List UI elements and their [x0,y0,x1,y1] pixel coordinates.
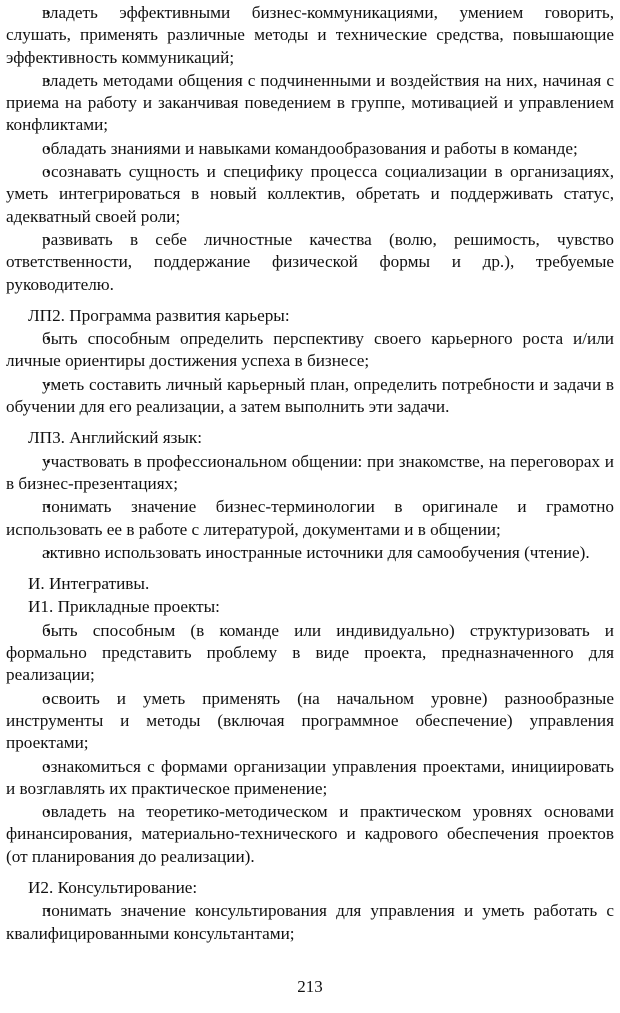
section-heading-integratives: И. Интегративы. [28,574,150,594]
bullet-item: • овладеть на теоретико-методическом и практическом уровнях основами финансирования, материально-технического и кадрового обеспечения проектов (от планирования до реализации). [6,801,614,868]
bullet-item: • освоить и уметь применять (на начальном уровне) разнообразные инструменты и методы (включая программное обеспечение) управления проектами; [6,688,614,755]
section-heading-lp3: ЛП3. Английский язык: [28,428,203,448]
bullet-item: • владеть методами общения с подчиненными и воздействия на них, начиная с приема на работу и заканчивая поведением в группе, мотивацией и управлением конфликтами; [6,70,614,137]
bullet-item: • ознакомиться с формами организации управления проектами, инициировать и возглавлять их практическое применение; [6,756,614,801]
section-heading-i2: И2. Консультирование: [28,877,198,897]
bullet-item: • быть способным (в команде или индивидуально) структуризовать и формально представить проблему в виде проекта, предназначенного для реализации; [6,620,614,687]
page-body-text [6,2,614,946]
bullet-item: • участвовать в профессиональном общении: при знакомстве, на переговорах и в бизнес-презентациях; [6,451,614,496]
bullet-item: • обладать знаниями и навыками командообразования и работы в команде; [6,138,614,160]
bullet-item: • активно использовать иностранные источники для самообучения (чтение). [6,542,614,564]
page-number: 213 [297,977,323,996]
bullet-item: • уметь составить личный карьерный план, определить потребности и задачи в обучении для его реализации, а затем выполнить эти задачи. [6,374,614,419]
bullet-item: • развивать в себе личностные качества (волю, решимость, чувство ответственности, поддержание физической формы и др.), требуемые руководителю. [6,229,614,296]
bullet-item: • понимать значение бизнес-терминологии в оригинале и грамотно использовать ее в работе с литературой, документами и в общении; [6,496,614,541]
bullet-item: • быть способным определить перспективу своего карьерного роста и/или личные ориентиры достижения успеха в бизнесе; [6,328,614,373]
bullet-item: • понимать значение консультирования для управления и уметь работать с квалифицированными консультантами; [6,900,614,945]
section-heading-lp2: ЛП2. Программа развития карьеры: [28,305,290,325]
bullet-item: • владеть эффективными бизнес-коммуникациями, умением говорить, слушать, применять различные методы и технические средства, повышающие эффективность коммуникаций; [6,2,614,69]
bullet-item: • осознавать сущность и специфику процесса социализации в организациях, уметь интегрироваться в новый коллектив, обретать и поддерживать статус, адекватный своей роли; [6,161,614,228]
section-heading-i1: И1. Прикладные проекты: [28,597,220,617]
